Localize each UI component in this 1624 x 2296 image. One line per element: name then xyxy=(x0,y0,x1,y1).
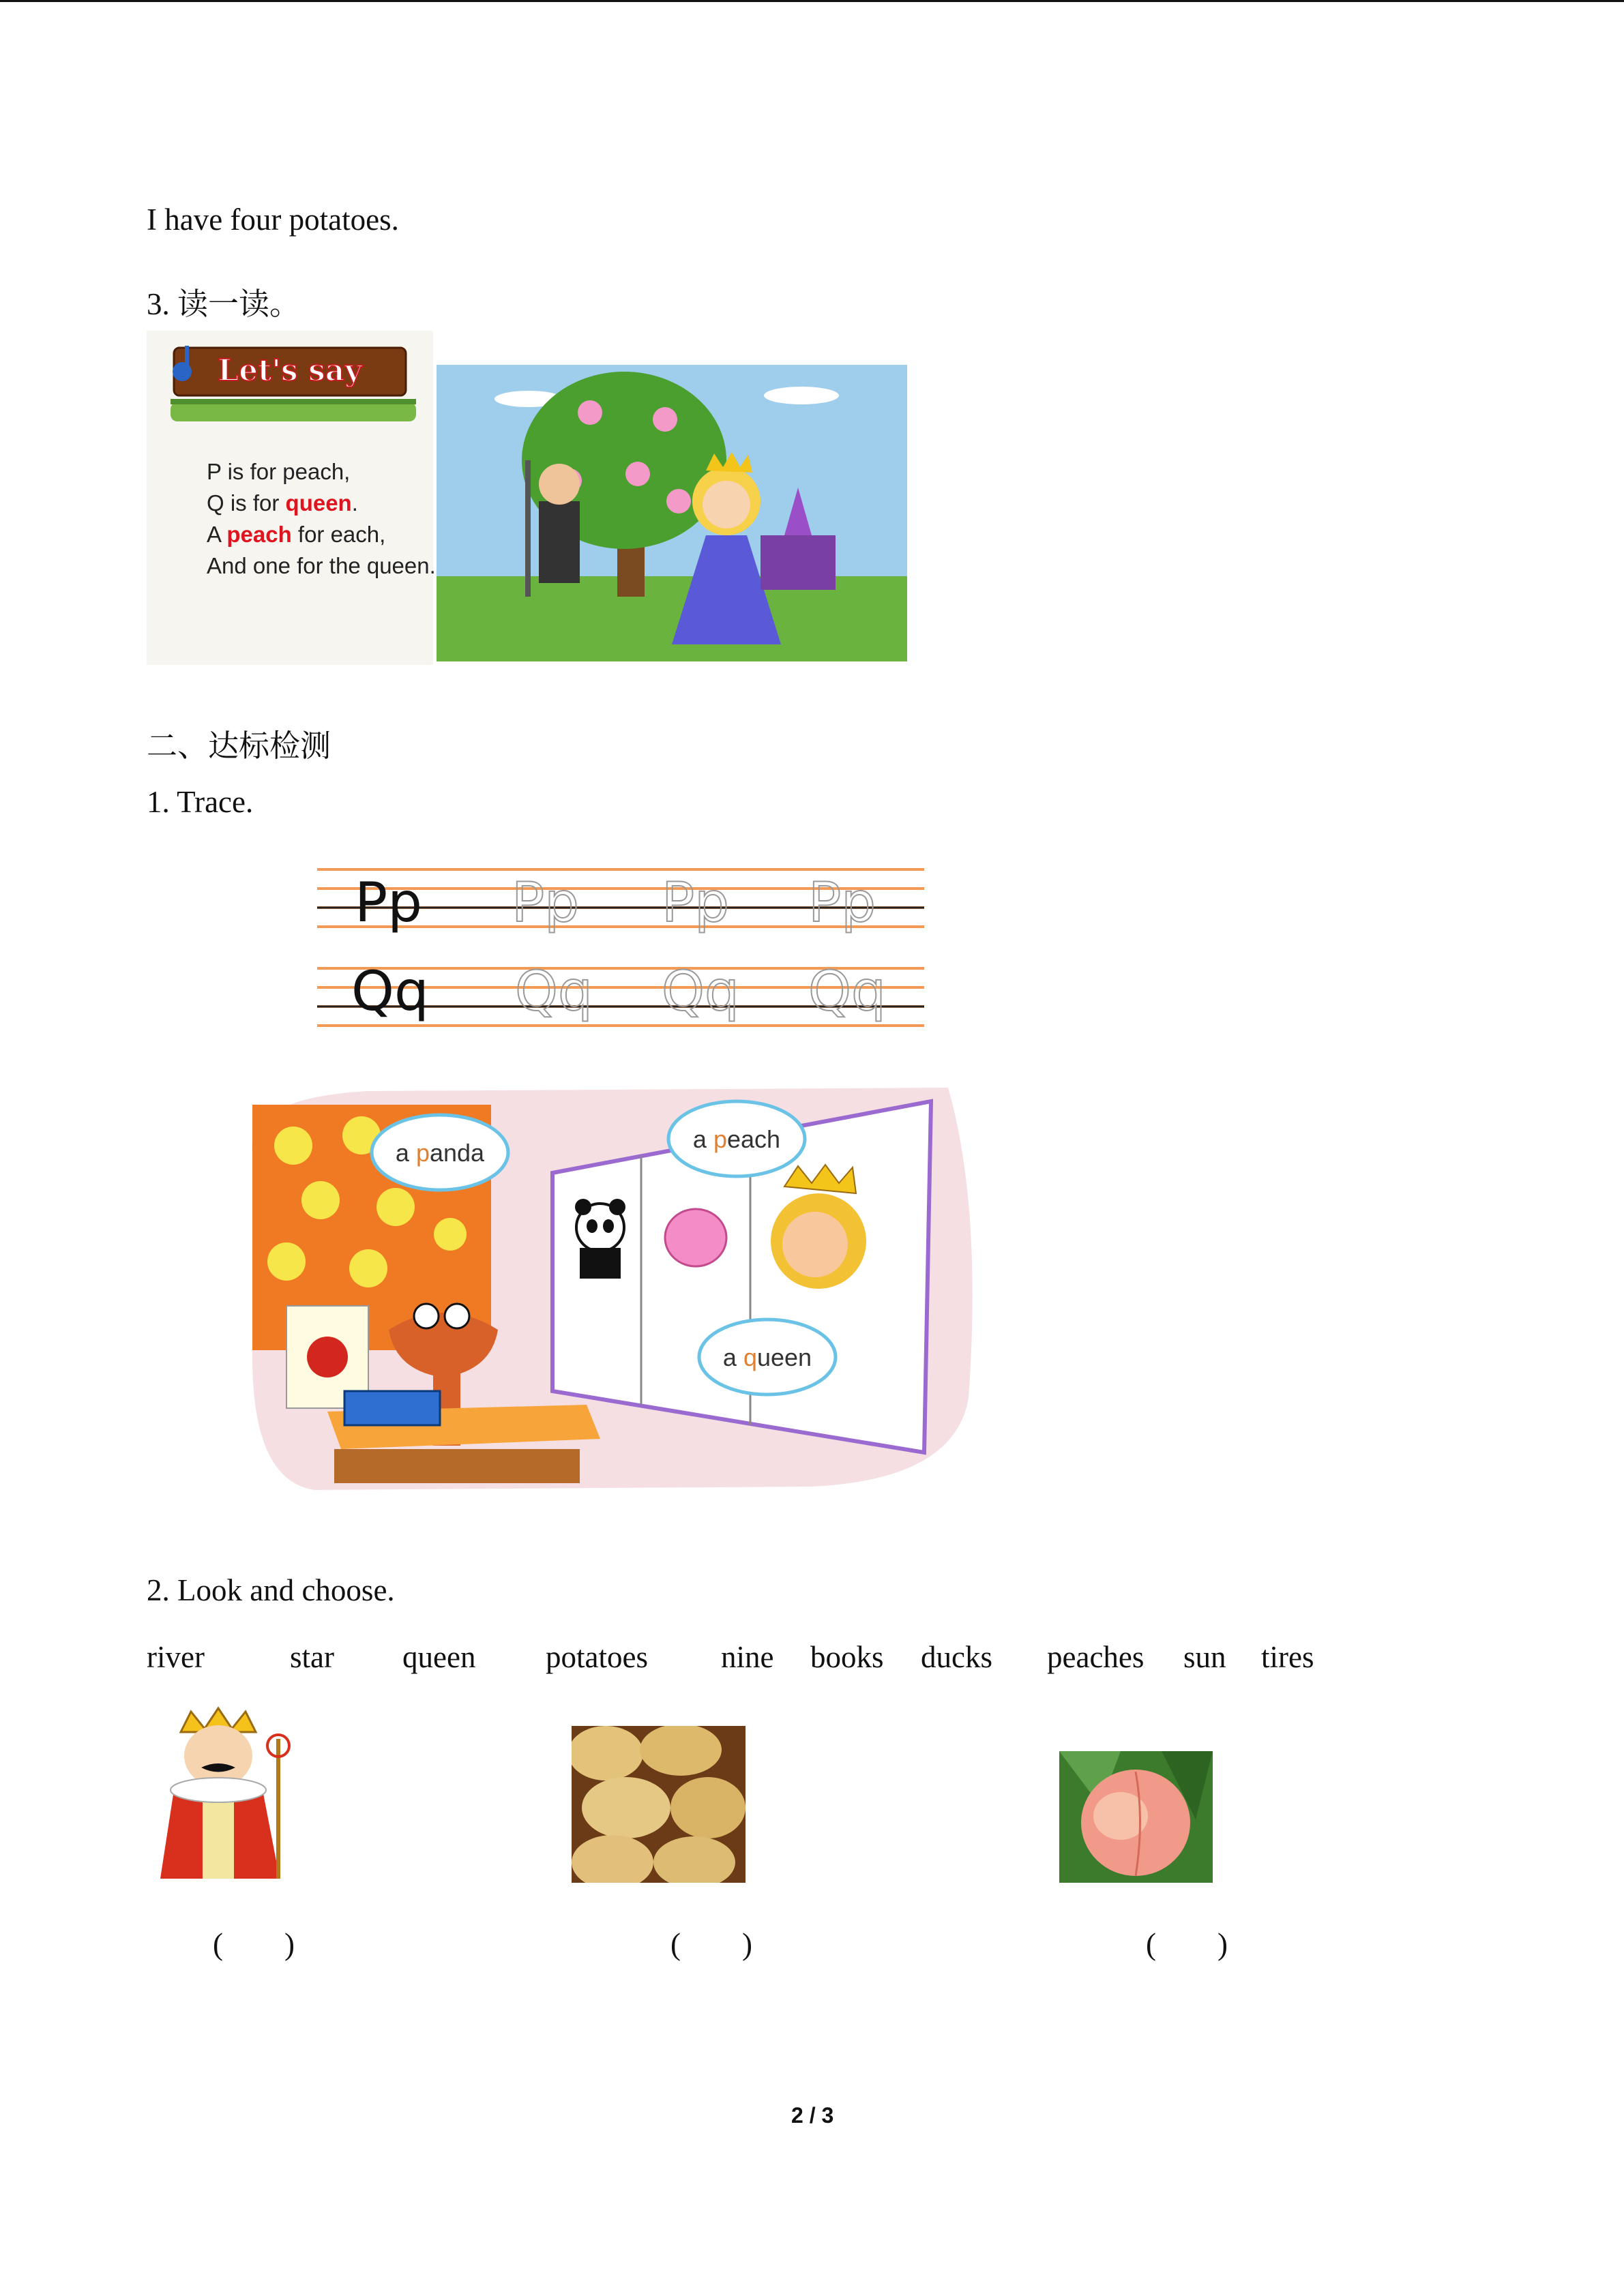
potatoes-picture xyxy=(572,1726,745,1883)
answer-blank-3[interactable]: ( ) xyxy=(1146,1927,1228,1961)
word-queen: queen xyxy=(402,1640,476,1674)
q-trace-2: Qq xyxy=(662,959,739,1023)
p-trace-3: Pp xyxy=(808,871,876,934)
q-trace-3: Qq xyxy=(808,959,886,1023)
word-star: star xyxy=(290,1640,334,1674)
svg-text:a queen: a queen xyxy=(722,1343,812,1371)
svg-text:Q is for queen.: Q is for queen. xyxy=(207,490,358,516)
word-river: river xyxy=(147,1640,205,1674)
trace-worksheet xyxy=(314,856,928,1047)
svg-text:a panda: a panda xyxy=(395,1139,485,1167)
answer-blank-2[interactable]: ( ) xyxy=(670,1927,752,1961)
trace-heading: 1. Trace. xyxy=(147,785,254,819)
classroom-illustration xyxy=(232,1071,989,1497)
svg-text:A peach for each,: A peach for each, xyxy=(207,522,386,547)
q3-heading: 3. 读一读。 xyxy=(147,287,301,321)
word-sun: sun xyxy=(1183,1640,1226,1674)
answer-blank-1[interactable]: ( ) xyxy=(213,1927,295,1961)
lets-say-illustration xyxy=(147,331,914,665)
potatoes-sentence: I have four potatoes. xyxy=(147,203,399,237)
word-books: books xyxy=(810,1640,884,1674)
svg-text:a peach: a peach xyxy=(692,1125,781,1153)
king-picture xyxy=(153,1705,297,1882)
page-top-border xyxy=(0,0,1624,2)
svg-text:P is for peach,: P is for peach, xyxy=(207,459,351,484)
look-choose-heading: 2. Look and choose. xyxy=(147,1573,395,1607)
section2-heading: 二、达标检测 xyxy=(147,729,331,763)
p-demo-letters: Pp xyxy=(355,871,423,934)
word-ducks: ducks xyxy=(921,1640,992,1674)
word-potatoes: potatoes xyxy=(546,1640,648,1674)
peach-picture xyxy=(1059,1751,1213,1883)
lets-say-banner-text: Let's say xyxy=(218,353,362,388)
svg-text:And one for the queen.: And one for the queen. xyxy=(207,553,436,578)
word-nine: nine xyxy=(721,1640,774,1674)
word-peaches: peaches xyxy=(1047,1640,1145,1674)
p-trace-1: Pp xyxy=(512,871,580,934)
q-trace-1: Qq xyxy=(515,959,593,1023)
p-trace-2: Pp xyxy=(662,871,730,934)
q-demo-letters: Qq xyxy=(351,959,429,1023)
word-tires: tires xyxy=(1261,1640,1314,1674)
page-number: 2 / 3 xyxy=(791,2103,834,2128)
